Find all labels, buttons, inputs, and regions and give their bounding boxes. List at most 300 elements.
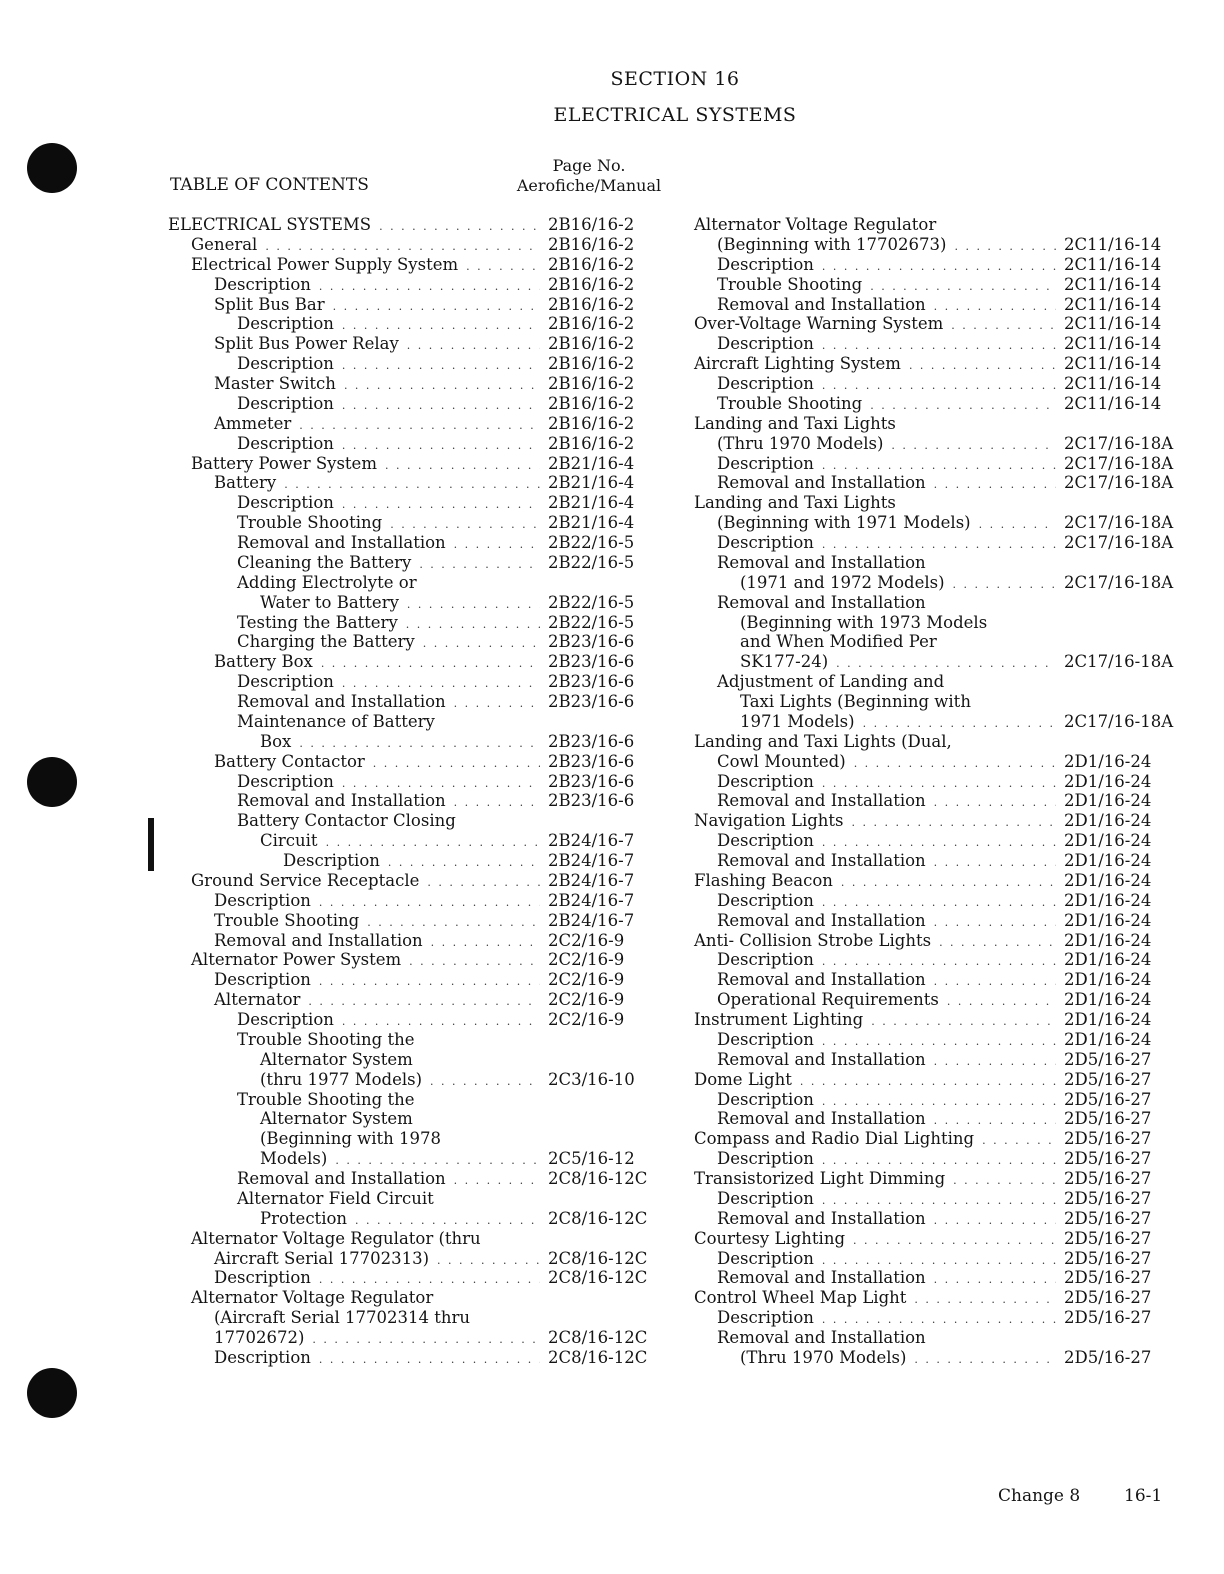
toc-entry-page: 2D1/16-24: [1064, 890, 1152, 910]
toc-entry: [694, 1149, 1172, 1169]
dot-leader: [891, 436, 1056, 456]
toc-entry: [694, 1268, 1172, 1288]
toc-entry-title: SK177-24): [740, 652, 829, 672]
toc-entry-page: 2D5/16-27: [1064, 1069, 1152, 1089]
toc-entry-title: Alternator Field Circuit: [237, 1188, 434, 1208]
toc-entry: [168, 1169, 648, 1189]
toc-entry-title: Battery Power System: [191, 453, 377, 473]
toc-entry: [694, 911, 1172, 931]
toc-entry: [168, 1268, 648, 1288]
toc-entry: [694, 493, 1172, 513]
toc-entry-page: 2B22/16-5: [548, 592, 635, 612]
toc-entry-title: Removal and Installation: [717, 294, 926, 314]
toc-entry: [168, 990, 640, 1010]
toc-entry-page: 2B23/16-6: [548, 672, 635, 692]
toc-entry-title: General: [191, 234, 258, 254]
toc-entry-title: Instrument Lighting: [694, 1010, 864, 1029]
toc-entry: [168, 553, 640, 573]
toc-entry-title: Removal and Installation: [717, 473, 926, 493]
toc-entry: [168, 732, 640, 752]
dot-leader: [430, 1072, 540, 1092]
dot-leader: [454, 1171, 540, 1191]
toc-entry-page: 2B16/16-2: [548, 234, 635, 254]
toc-entry: [694, 235, 1172, 255]
toc-entry-page: 2D1/16-24: [1064, 831, 1152, 851]
toc-entry-page: 2C17/16-18A: [1064, 711, 1174, 731]
toc-entry: [694, 950, 1172, 970]
toc-entry-title: Removal and Installation: [717, 910, 926, 930]
dot-leader: [406, 615, 540, 635]
toc-entry-title: Description: [717, 1248, 814, 1268]
toc-entry: [168, 931, 640, 951]
toc-entry-title: Removal and Installation: [237, 533, 446, 552]
toc-entry: [168, 692, 640, 712]
toc-entry-title: Description: [717, 1089, 814, 1109]
toc-entry: [694, 573, 1172, 593]
toc-entry: [168, 1308, 640, 1328]
toc-entry-title: (1971 and 1972 Models): [740, 572, 945, 592]
toc-entry-title: Removal and Installation: [214, 930, 423, 950]
toc-entry-page: 2B23/16-6: [548, 771, 635, 791]
toc-entry: [694, 275, 1172, 295]
dot-leader: [871, 1012, 1056, 1032]
toc-entry-title: Removal and Installation: [717, 851, 926, 870]
toc-entry-page: 2B24/16-7: [548, 910, 635, 930]
toc-entry-page: 2C8/16-12C: [548, 1328, 648, 1347]
toc-entry-page: 2D1/16-24: [1064, 990, 1152, 1010]
toc-entry: [168, 1070, 640, 1090]
toc-entry-title: Removal and Installation: [717, 552, 926, 572]
revision-bar: [148, 818, 154, 871]
dot-leader: [427, 873, 540, 893]
toc-entry-page: 2D1/16-24: [1064, 950, 1152, 970]
toc-entry-page: 2B16/16-2: [548, 433, 635, 453]
toc-entry-page: 2D5/16-27: [1064, 1109, 1152, 1129]
toc-entry: [168, 811, 640, 831]
toc-entry: [168, 1010, 640, 1030]
dot-leader: [979, 515, 1056, 535]
toc-entry-page: 2C8/16-12C: [548, 1169, 648, 1188]
toc-entry-page: 2B23/16-6: [548, 731, 635, 751]
toc-entry-title: Alternator Power System: [191, 950, 402, 970]
toc-entry-page: 2B16/16-2: [548, 374, 635, 393]
toc-entry-title: Description: [214, 1347, 311, 1367]
toc-entry-page: 2D1/16-24: [1064, 791, 1152, 811]
toc-entry-page: 2D1/16-24: [1064, 970, 1152, 990]
toc-entry: [168, 394, 640, 414]
toc-entry-title: 17702672): [214, 1328, 305, 1347]
toc-entry-title: (Beginning with 1978: [260, 1129, 442, 1149]
toc-entry: [694, 970, 1172, 990]
dot-leader: [947, 992, 1056, 1012]
toc-entry: [168, 652, 640, 672]
toc-entry-title: Description: [237, 771, 334, 791]
toc-entry-page: 2D1/16-24: [1064, 910, 1152, 930]
toc-entry-page: 2B24/16-7: [548, 851, 635, 870]
toc-entry-page: 2C2/16-9: [548, 1010, 625, 1029]
toc-entry-title: 1971 Models): [740, 711, 855, 731]
toc-entry-title: Models): [260, 1149, 328, 1169]
toc-entry-page: 2D1/16-24: [1064, 851, 1152, 870]
toc-entry: [168, 891, 640, 911]
toc-entry-page: 2C17/16-18A: [1064, 513, 1174, 533]
page-no-label: Page No.: [552, 156, 626, 175]
dot-leader: [299, 416, 540, 436]
toc-entry-page: 2D5/16-27: [1064, 1149, 1152, 1169]
dot-leader: [319, 1350, 540, 1370]
toc-entry-page: 2B23/16-6: [548, 632, 635, 652]
dot-leader: [454, 694, 540, 714]
toc-entry-page: 2B16/16-2: [548, 334, 635, 354]
toc-entry: [694, 931, 1172, 951]
toc-entry-title: Description: [214, 970, 311, 990]
toc-entry: [694, 1090, 1172, 1110]
toc-entry-title: (Beginning with 1971 Models): [717, 513, 971, 533]
toc-entry-page: 2D5/16-27: [1064, 1248, 1152, 1268]
dot-leader: [934, 853, 1056, 873]
toc-entry: [168, 1090, 640, 1110]
toc-entry-title: Description: [717, 254, 814, 274]
toc-entry-title: Description: [214, 890, 311, 910]
toc-right-column: [694, 215, 1172, 1368]
toc-entry-page: 2D1/16-24: [1064, 811, 1152, 831]
toc-entry-page: 2D1/16-24: [1064, 930, 1152, 950]
toc-entry-title: Flashing Beacon: [694, 870, 833, 890]
toc-entry: [694, 533, 1172, 553]
toc-entry-title: Electrical Power Supply System: [191, 254, 459, 274]
punch-hole-top: [27, 143, 77, 193]
toc-entry-page: 2C2/16-9: [548, 930, 625, 950]
dot-leader: [914, 1290, 1056, 1310]
dot-leader: [385, 456, 540, 476]
toc-entry: [168, 434, 640, 454]
toc-entry-page: 2C11/16-14: [1064, 334, 1162, 354]
toc-entry-title: Battery Contactor Closing: [237, 811, 456, 831]
toc-entry-title: Description: [237, 672, 334, 692]
toc-entry: [168, 772, 640, 792]
toc-entry-page: 2C8/16-12C: [548, 1268, 648, 1288]
toc-entry: [694, 295, 1172, 315]
dot-leader: [909, 356, 1056, 376]
toc-entry-title: (Beginning with 1973 Models: [740, 612, 988, 632]
dot-leader: [934, 1270, 1056, 1290]
toc-entry-page: 2B23/16-6: [548, 692, 635, 711]
toc-entry-title: Testing the Battery: [237, 612, 398, 632]
toc-entry-page: 2B16/16-2: [548, 393, 635, 413]
toc-entry-title: Ground Service Receptacle: [191, 870, 420, 890]
toc-entry-title: Adjustment of Landing and: [717, 672, 945, 692]
toc-entry-title: Description: [283, 851, 380, 870]
toc-entry: [168, 950, 640, 970]
toc-entry-page: 2C11/16-14: [1064, 314, 1162, 334]
toc-entry-title: ELECTRICAL SYSTEMS: [168, 215, 372, 234]
toc-entry: [168, 1109, 640, 1129]
toc-entry-page: 2C17/16-18A: [1064, 572, 1174, 592]
toc-entry-title: Trouble Shooting: [214, 910, 360, 930]
toc-entry-page: 2D5/16-27: [1064, 1089, 1152, 1109]
toc-entry: [694, 732, 1172, 752]
toc-entry-page: 2C11/16-14: [1064, 234, 1162, 254]
toc-entry: [694, 1010, 1172, 1030]
dot-leader: [934, 475, 1056, 495]
dot-leader: [934, 1052, 1056, 1072]
toc-entry: [694, 1348, 1172, 1368]
toc-entry-title: Removal and Installation: [717, 1328, 926, 1347]
toc-entry: [168, 593, 640, 613]
toc-entry-page: 2B21/16-4: [548, 453, 635, 473]
dot-leader: [854, 754, 1056, 774]
toc-entry-page: 2B16/16-2: [548, 254, 635, 274]
toc-entry: [168, 334, 640, 354]
toc-entry-title: Transistorized Light Dimming: [694, 1169, 946, 1188]
dot-leader: [407, 336, 540, 356]
toc-entry: [168, 1129, 640, 1149]
dot-leader: [419, 555, 540, 575]
dot-leader: [934, 972, 1056, 992]
toc-entry-page: 2B16/16-2: [548, 274, 635, 294]
toc-entry-page: 2C2/16-9: [548, 970, 625, 990]
toc-entry-title: Removal and Installation: [237, 1169, 446, 1188]
toc-entry: [168, 414, 640, 434]
toc-entry-title: Adding Electrolyte or: [237, 572, 417, 592]
toc-entry-title: Removal and Installation: [717, 592, 926, 612]
toc-entry: [694, 1308, 1172, 1328]
toc-entry: [168, 1288, 640, 1308]
toc-entry: [694, 473, 1172, 493]
dot-leader: [312, 1330, 540, 1350]
toc-entry-title: Cowl Mounted): [717, 751, 846, 771]
toc-entry-page: 2B22/16-5: [548, 533, 635, 552]
toc-entry-title: Maintenance of Battery: [237, 711, 435, 731]
punch-hole-middle: [27, 757, 77, 807]
toc-entry-title: Description: [717, 1149, 814, 1169]
dot-leader: [407, 595, 540, 615]
toc-entry: [694, 593, 1172, 613]
toc-entry: [168, 1189, 640, 1209]
toc-entry-page: 2B24/16-7: [548, 870, 635, 890]
toc-entry: [168, 1208, 648, 1229]
toc-entry-title: Removal and Installation: [237, 791, 446, 811]
toc-entry-page: 2C3/16-10: [548, 1069, 635, 1089]
toc-entry-page: 2C11/16-14: [1064, 294, 1162, 314]
toc-entry-title: Description: [214, 274, 311, 294]
toc-entry: [168, 314, 640, 334]
toc-entry-page: 2D5/16-27: [1064, 1228, 1152, 1248]
toc-entry-page: 2D5/16-27: [1064, 1347, 1152, 1367]
toc-entry: [168, 831, 640, 851]
toc-entry: [168, 235, 640, 255]
toc-entry-page: 2B21/16-4: [548, 513, 635, 533]
toc-entry-title: Protection: [260, 1208, 348, 1228]
dot-leader: [841, 873, 1056, 893]
toc-entry: [694, 553, 1172, 573]
dot-leader: [914, 1350, 1056, 1370]
toc-entry: [694, 354, 1172, 374]
toc-entry-page: 2B23/16-6: [548, 791, 635, 811]
toc-entry: [694, 1209, 1172, 1229]
dot-leader: [342, 396, 540, 416]
dot-leader: [373, 754, 540, 774]
dot-leader: [344, 376, 540, 396]
toc-entry-title: Description: [237, 314, 334, 334]
toc-entry: [694, 334, 1172, 354]
toc-entry-title: Trouble Shooting: [237, 513, 383, 533]
section-number: SECTION 16: [610, 68, 740, 90]
toc-entry: [694, 1229, 1172, 1249]
toc-entry: [168, 1347, 648, 1368]
toc-entry-page: 2C17/16-18A: [1064, 453, 1174, 473]
toc-entry: [694, 255, 1172, 275]
toc-entry-title: Over-Voltage Warning System: [694, 314, 944, 334]
dot-leader: [321, 654, 540, 674]
dot-leader: [953, 1171, 1056, 1191]
toc-entry: [694, 1109, 1172, 1129]
toc-entry: [694, 513, 1172, 533]
toc-entry-title: Alternator: [214, 990, 301, 1010]
toc-entry: [168, 632, 640, 652]
toc-entry: [694, 394, 1172, 414]
toc-entry-title: Ammeter: [214, 413, 292, 433]
toc-entry: [694, 851, 1172, 871]
dot-leader: [951, 316, 1056, 336]
toc-entry-page: 2D1/16-24: [1064, 771, 1152, 791]
toc-entry: [694, 454, 1172, 474]
toc-entry-title: Removal and Installation: [717, 1268, 926, 1288]
toc-entry-title: Alternator Voltage Regulator: [694, 215, 937, 234]
dot-leader: [431, 933, 540, 953]
toc-entry-title: Landing and Taxi Lights (Dual,: [694, 731, 952, 751]
toc-entry-page: 2C8/16-12C: [548, 1248, 648, 1268]
toc-entry-title: Landing and Taxi Lights: [694, 413, 896, 433]
dot-leader: [333, 297, 540, 317]
toc-entry-title: Master Switch: [214, 374, 336, 393]
toc-entry: [168, 851, 640, 871]
toc-entry-title: Removal and Installation: [717, 970, 926, 990]
toc-entry: [168, 493, 640, 513]
toc-entry: [168, 354, 640, 374]
dot-leader: [954, 237, 1056, 257]
toc-entry-title: Description: [237, 393, 334, 413]
toc-entry: [694, 871, 1172, 891]
toc-entry-page: 2C8/16-12C: [548, 1347, 648, 1367]
dot-leader: [379, 217, 540, 237]
toc-entry: [168, 1229, 640, 1249]
toc-entry-page: 2B16/16-2: [548, 314, 635, 334]
dot-leader: [939, 933, 1056, 953]
toc-entry-title: Dome Light: [694, 1069, 792, 1089]
toc-entry: [694, 891, 1172, 911]
toc-entry-page: 2C11/16-14: [1064, 354, 1162, 374]
toc-entry-title: Box: [260, 731, 292, 751]
toc-entry: [168, 1149, 640, 1169]
dot-leader: [953, 575, 1056, 595]
dot-leader: [437, 1251, 540, 1271]
toc-entry-title: Aircraft Serial 17702313): [214, 1248, 430, 1268]
toc-entry-page: 2B21/16-4: [548, 473, 635, 493]
toc-entry: [168, 871, 640, 891]
toc-entry: [168, 791, 640, 811]
toc-entry-title: Anti- Collision Strobe Lights: [694, 930, 932, 950]
dot-leader: [870, 396, 1056, 416]
toc-entry-title: Description: [717, 1188, 814, 1208]
toc-entry-page: 2B21/16-4: [548, 493, 635, 513]
toc-entry-title: Description: [717, 1308, 814, 1328]
toc-entry: [694, 414, 1172, 434]
toc-entry: [694, 613, 1172, 633]
toc-entry-page: 2C17/16-18A: [1064, 533, 1174, 552]
punch-hole-bottom: [27, 1368, 77, 1418]
toc-entry-page: 2B22/16-5: [548, 612, 635, 632]
toc-entry-page: 2C11/16-14: [1064, 274, 1162, 294]
toc-entry-title: (Thru 1970 Models): [717, 433, 884, 453]
toc-entry-title: Description: [237, 433, 334, 453]
toc-entry: [168, 672, 640, 692]
toc-entry-title: Description: [717, 334, 814, 354]
toc-entry: [694, 1050, 1172, 1070]
toc-entry-page: 2B24/16-7: [548, 831, 635, 851]
toc-entry: [694, 831, 1172, 851]
dot-leader: [308, 992, 540, 1012]
toc-entry: [168, 255, 640, 275]
toc-entry-page: 2D5/16-27: [1064, 1308, 1152, 1328]
toc-entry-page: 2C8/16-12C: [548, 1208, 648, 1228]
dot-leader: [934, 1211, 1056, 1231]
toc-entry: [168, 752, 640, 772]
toc-entry-page: 2B24/16-7: [548, 890, 635, 910]
toc-entry-title: Description: [717, 950, 814, 970]
toc-entry-page: 2D1/16-24: [1064, 870, 1152, 890]
toc-entry-title: Description: [214, 1268, 311, 1288]
dot-leader: [934, 297, 1056, 317]
toc-entry-title: Removal and Installation: [717, 1049, 926, 1069]
toc-entry-title: Alternator Voltage Regulator (thru: [191, 1228, 481, 1248]
toc-entry-page: 2C11/16-14: [1064, 254, 1162, 274]
toc-entry: [168, 454, 640, 474]
toc-entry: [168, 911, 640, 931]
dot-leader: [934, 793, 1056, 813]
dot-leader: [319, 277, 540, 297]
toc-entry: [694, 1328, 1172, 1348]
toc-entry-page: 2B22/16-5: [548, 552, 635, 572]
dot-leader: [423, 634, 540, 654]
toc-entry: [694, 1169, 1172, 1189]
toc-entry: [694, 215, 1172, 235]
toc-entry-title: (thru 1977 Models): [260, 1069, 423, 1089]
toc-entry-title: Trouble Shooting the: [237, 1029, 415, 1049]
toc-entry-title: Description: [717, 453, 814, 473]
toc-entry: [694, 1189, 1172, 1209]
toc-entry: [694, 672, 1172, 692]
page-number-header: [508, 156, 670, 196]
toc-entry: [694, 772, 1172, 792]
toc-entry: [168, 573, 640, 593]
toc-entry: [694, 314, 1172, 334]
toc-label: TABLE OF CONTENTS: [170, 175, 369, 195]
toc-entry: [694, 692, 1172, 712]
toc-entry-page: 2D1/16-24: [1064, 751, 1152, 771]
toc-entry: [694, 791, 1172, 811]
toc-entry-page: 2B16/16-2: [548, 413, 635, 433]
toc-entry-page: 2D5/16-27: [1064, 1188, 1152, 1208]
toc-entry: [168, 533, 640, 553]
toc-entry: [694, 1129, 1172, 1149]
toc-entry-page: 2D5/16-27: [1064, 1129, 1152, 1149]
toc-entry-title: Split Bus Bar: [214, 294, 325, 314]
toc-entry-title: Alternator System: [260, 1049, 413, 1069]
toc-entry-title: Description: [717, 1029, 814, 1049]
toc-entry-page: 2D5/16-27: [1064, 1169, 1152, 1188]
toc-entry: [694, 652, 1172, 672]
